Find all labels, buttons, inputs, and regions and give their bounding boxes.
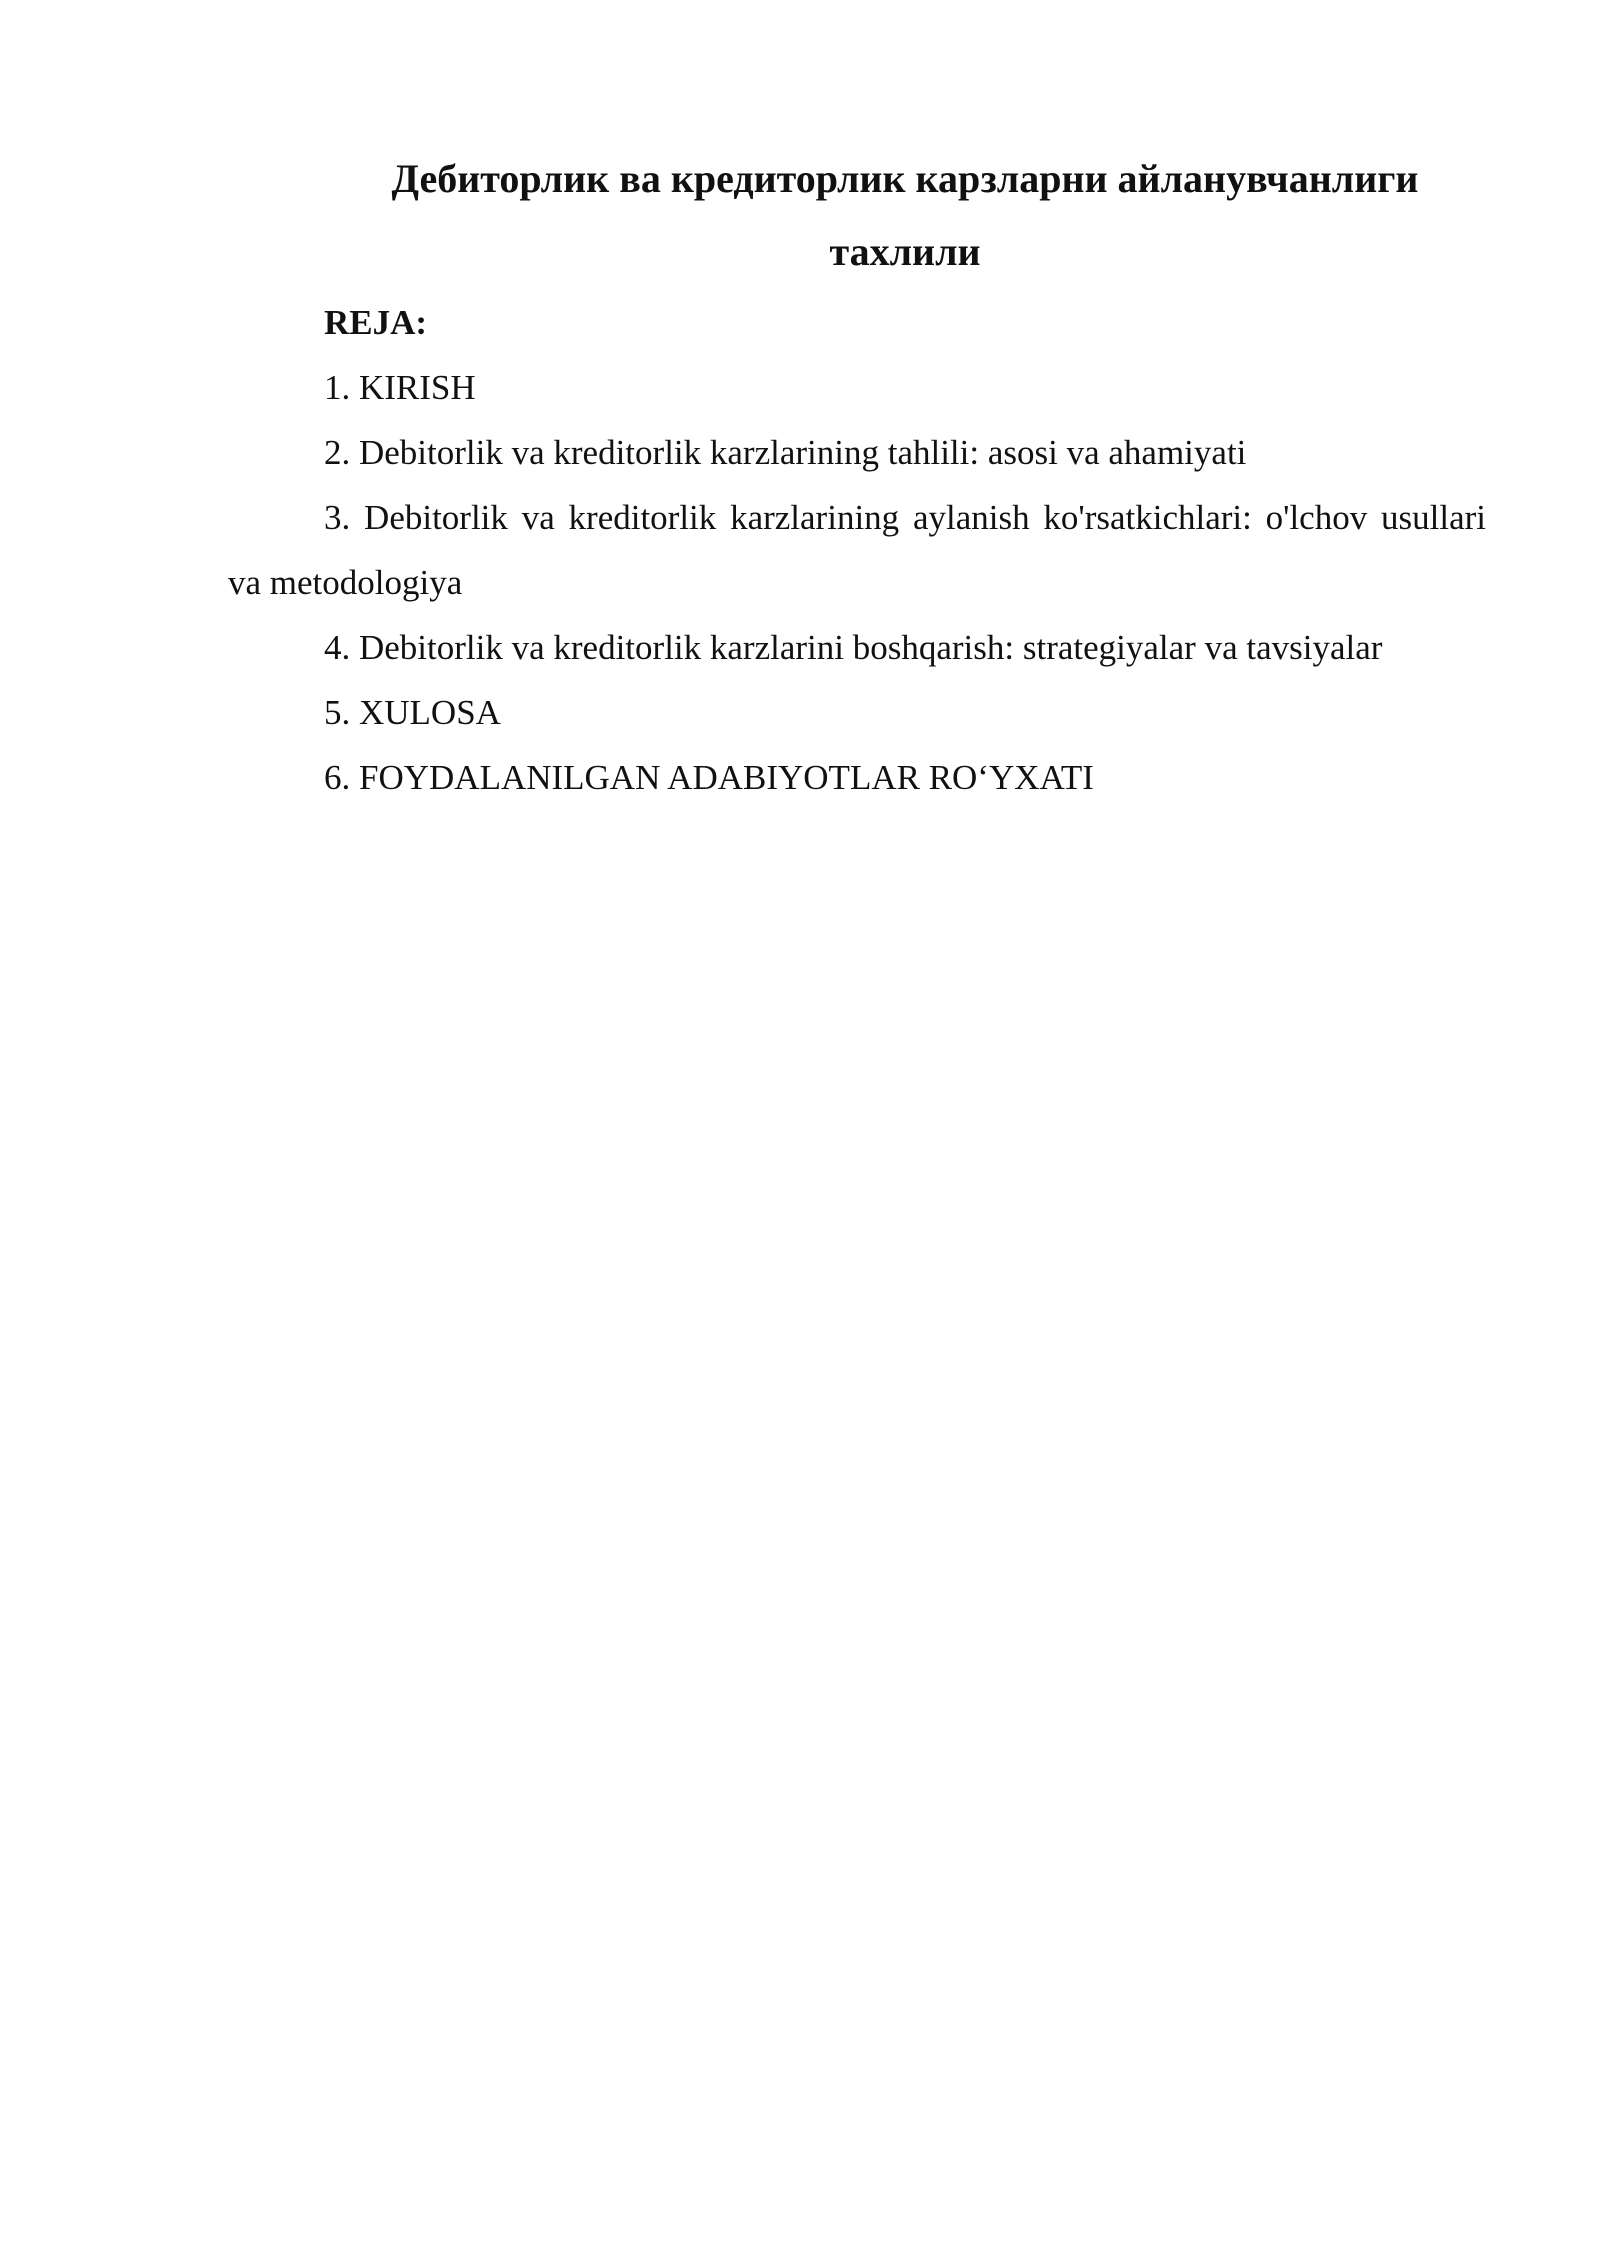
plan-item-5: 5. XULOSA — [324, 693, 501, 732]
plan-item-6: 6. FOYDALANILGAN ADABIYOTLAR RO‘YXATI — [324, 758, 1094, 797]
plan-item-1: 1. KIRISH — [324, 368, 476, 407]
plan-item-3: 3. Debitorlik va kreditorlik karzlarining aylanish ko'rsatkichlari: o'lchov usullari va metodologiya — [228, 498, 1486, 602]
plan-item-2: 2. Debitorlik va kreditorlik karzlarining tahlili: asosi va ahamiyati — [324, 433, 1247, 472]
title-line-2: тахлили — [829, 229, 981, 274]
title-line-1: Дебиторлик ва кредиторлик карзларни айланувчанлиги — [391, 156, 1419, 201]
document-title — [320, 142, 1490, 288]
plan-heading: REJA: — [324, 303, 428, 342]
plan-section — [228, 290, 1486, 810]
plan-item-4: 4. Debitorlik va kreditorlik karzlarini boshqarish: strategiyalar va tavsiyalar — [324, 628, 1383, 667]
